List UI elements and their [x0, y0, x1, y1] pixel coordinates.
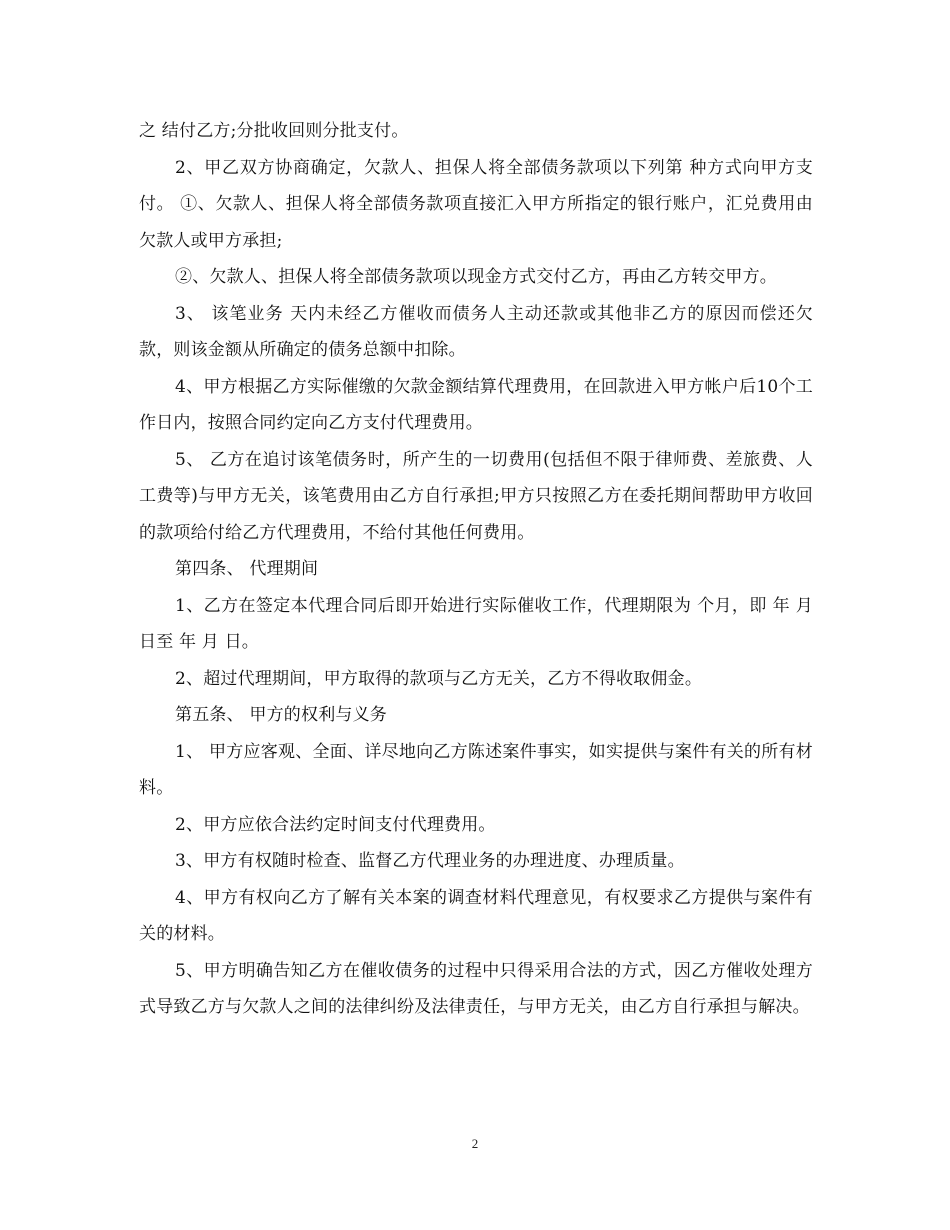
- paragraph-clause-3: 3、 该笔业务 天内未经乙方催收而债务人主动还款或其他非乙方的原因而偿还欠款，则该金额从所确定的债务总额中扣除。: [139, 303, 813, 360]
- paragraph-article-4-clause-2: 2、超过代理期间，甲方取得的款项与乙方无关，乙方不得收取佣金。: [175, 668, 703, 689]
- paragraph-article-5-clause-2: 2、甲方应依合法约定时间支付代理费用。: [175, 814, 496, 835]
- paragraph-clause-2-option-2: ②、欠款人、担保人将全部债务款项以现金方式交付乙方，再由乙方转交甲方。: [175, 267, 777, 287]
- page-number: 2: [471, 1136, 479, 1151]
- paragraph-article-4-clause-1: 1、乙方在签定本代理合同后即开始进行实际催收工作，代理期限为 个月，即 年 月 日至 年 月 日。: [139, 595, 813, 652]
- paragraph-article-5-clause-3: 3、甲方有权随时检查、监督乙方代理业务的办理进度、办理质量。: [175, 851, 685, 871]
- paragraph-continuation: 之 结付乙方;分批收回则分批支付。: [139, 121, 409, 141]
- paragraph-clause-2: 2、甲乙双方协商确定，欠款人、担保人将全部债务款项以下列第 种方式向甲方支付。 ①、欠款人、担保人将全部债务款项直接汇入甲方所指定的银行账户，汇兑费用由欠款人或甲方承担;: [139, 157, 813, 251]
- paragraph-article-5-clause-4: 4、甲方有权向乙方了解有关本案的调查材料代理意见，有权要求乙方提供与案件有关的材料。: [139, 887, 813, 944]
- section-heading-article-5: 第五条、 甲方的权利与义务: [175, 705, 388, 725]
- section-heading-article-4: 第四条、 代理期间: [175, 559, 319, 579]
- paragraph-clause-5: 5、 乙方在追讨该笔债务时，所产生的一切费用(包括但不限于律师费、差旅费、人工费等)与甲方无关，该笔费用由乙方自行承担;甲方只按照乙方在委托期间帮助甲方收回的款项给付给乙方代理费用，不给付其他任何费用。: [139, 449, 813, 543]
- paragraph-article-5-clause-5: 5、甲方明确告知乙方在催收债务的过程中只得采用合法的方式，因乙方催收处理方式导致乙方与欠款人之间的法律纠纷及法律责任，与甲方无关，由乙方自行承担与解决。: [139, 960, 813, 1017]
- paragraph-clause-4: 4、甲方根据乙方实际催缴的欠款金额结算代理费用，在回款进入甲方帐户后10个工作日内，按照合同约定向乙方支付代理费用。: [139, 376, 813, 433]
- paragraph-article-5-clause-1: 1、 甲方应客观、全面、详尽地向乙方陈述案件事实，如实提供与案件有关的所有材料。: [139, 741, 813, 798]
- document-body: [139, 113, 813, 1026]
